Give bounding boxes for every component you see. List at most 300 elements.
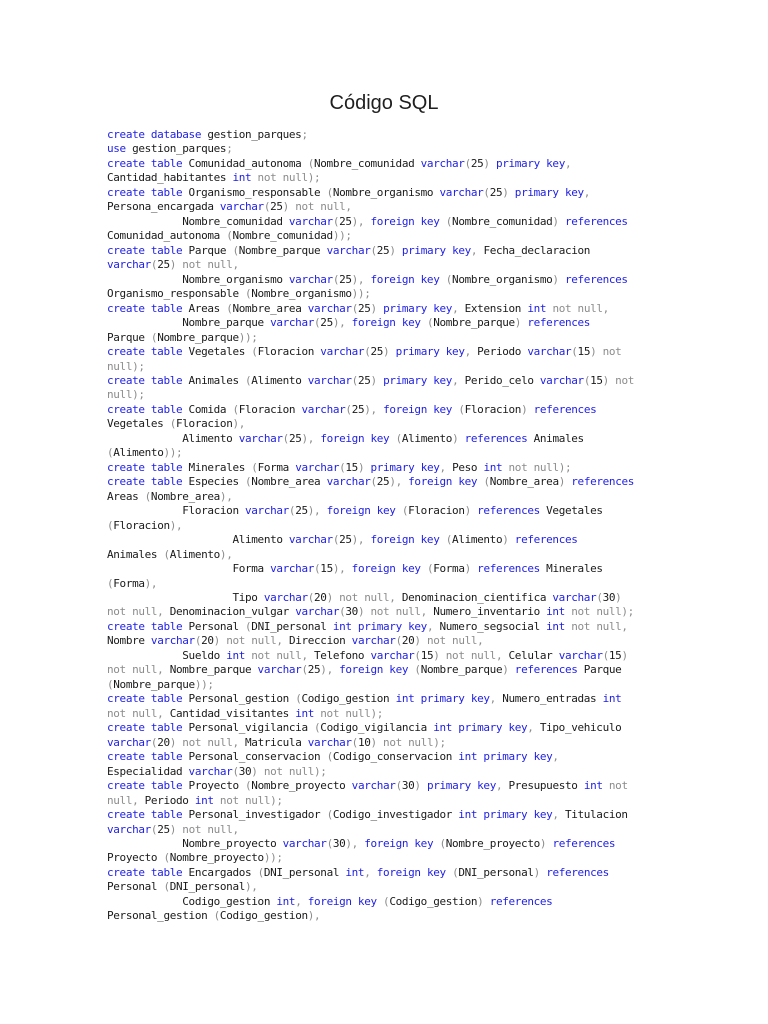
sql-punctuation: ( xyxy=(332,214,340,228)
sql-identifier: Encargados xyxy=(182,865,258,879)
sql-identifier: 20 xyxy=(157,735,170,749)
sql-identifier: Forma xyxy=(113,576,145,590)
sql-punctuation: ( xyxy=(332,272,340,286)
sql-punctuation: ( xyxy=(251,345,258,359)
sql-identifier: Vegetales xyxy=(107,417,170,431)
sql-identifier: Vegetales xyxy=(539,504,603,518)
sql-keyword: int primary key xyxy=(458,808,553,822)
code-line xyxy=(107,186,667,200)
sql-identifier: 15 xyxy=(577,345,591,359)
sql-identifier: Nombre_organismo xyxy=(251,287,352,301)
sql-identifier: DNI_personal xyxy=(251,619,333,633)
sql-punctuation: )); xyxy=(238,330,258,344)
code-line xyxy=(107,215,667,229)
sql-identifier: Floracion xyxy=(257,345,321,359)
sql-identifier: Nombre_area xyxy=(489,475,559,489)
sql-identifier: gestion_parques xyxy=(201,128,302,141)
sql-punctuation: ) xyxy=(502,533,509,547)
sql-keyword: varchar xyxy=(552,591,597,604)
sql-keyword: references xyxy=(533,402,597,416)
sql-keyword: create database xyxy=(107,128,202,141)
sql-punctuation: ), xyxy=(169,518,183,532)
sql-punctuation: ) not null, xyxy=(169,258,239,272)
sql-identifier: Celular xyxy=(502,648,559,662)
sql-identifier: 25 xyxy=(339,214,352,228)
sql-identifier: Nombre_area xyxy=(232,301,308,315)
sql-identifier: Denominacion_cientifica xyxy=(395,591,553,604)
sql-identifier: Especies xyxy=(182,475,246,489)
sql-punctuation: , xyxy=(583,185,591,199)
sql-punctuation: not null); xyxy=(564,605,634,619)
sql-punctuation: ) xyxy=(558,475,565,489)
sql-punctuation: ( xyxy=(414,663,421,677)
sql-identifier: Nombre_proyecto xyxy=(445,836,540,850)
sql-keyword: create table xyxy=(107,156,183,170)
sql-punctuation: ( xyxy=(251,460,258,474)
sql-punctuation: ( xyxy=(245,287,252,301)
sql-keyword: varchar xyxy=(527,345,572,359)
sql-punctuation: ( xyxy=(445,533,453,547)
sql-keyword: varchar xyxy=(270,562,315,576)
sql-identifier: 25 xyxy=(357,301,371,315)
sql-punctuation: not null, xyxy=(245,648,308,662)
sql-keyword: int xyxy=(345,865,365,879)
sql-identifier: Nombre_parque xyxy=(238,243,327,257)
sql-punctuation: ) xyxy=(552,214,559,228)
sql-keyword: create table xyxy=(107,692,183,706)
sql-identifier: 25 xyxy=(357,373,371,387)
sql-keyword: use xyxy=(107,142,126,156)
code-line xyxy=(107,707,667,721)
sql-punctuation: ( xyxy=(383,894,390,908)
sql-punctuation: , xyxy=(452,373,459,387)
sql-keyword: create table xyxy=(107,865,183,879)
sql-punctuation: ( xyxy=(245,373,252,387)
sql-identifier: Cantidad_visitantes xyxy=(163,706,296,720)
sql-keyword: create table xyxy=(107,373,183,387)
sql-keyword: primary key xyxy=(395,345,465,359)
sql-keyword: references xyxy=(477,504,540,518)
code-line xyxy=(107,823,667,837)
sql-punctuation: ) not null, xyxy=(282,200,352,214)
sql-punctuation: ) xyxy=(552,272,559,286)
sql-punctuation: ( xyxy=(370,243,377,257)
sql-code-block xyxy=(107,128,667,924)
sql-identifier: Organismo_responsable xyxy=(107,287,245,301)
sql-identifier: Periodo xyxy=(138,793,195,807)
sql-punctuation: ) xyxy=(370,373,377,387)
sql-keyword: references xyxy=(571,475,635,489)
sql-identifier: Proyecto xyxy=(107,851,164,865)
sql-punctuation: )); xyxy=(263,851,283,865)
sql-punctuation: ) not xyxy=(602,373,635,387)
sql-punctuation: ( xyxy=(163,851,170,865)
sql-identifier: Telefono xyxy=(307,648,371,662)
sql-identifier: gestion_parques xyxy=(125,142,227,156)
sql-punctuation: ), xyxy=(301,431,315,445)
sql-keyword: varchar xyxy=(150,634,195,648)
code-line xyxy=(107,678,667,692)
sql-identifier: Animales xyxy=(107,547,164,561)
sql-punctuation: ), xyxy=(245,880,258,894)
sql-punctuation: ( xyxy=(213,909,220,923)
code-line xyxy=(107,794,667,808)
sql-identifier: 30 xyxy=(602,591,616,604)
code-line xyxy=(107,736,667,750)
code-line xyxy=(107,273,667,287)
sql-identifier: Alimento xyxy=(401,431,453,445)
code-line xyxy=(107,388,667,402)
code-line xyxy=(107,721,667,735)
code-line xyxy=(107,548,667,562)
sql-punctuation: )); xyxy=(332,229,352,243)
sql-punctuation: ) not null); xyxy=(370,735,446,749)
sql-keyword: primary key xyxy=(383,301,453,315)
sql-identifier: Personal xyxy=(182,619,246,633)
code-line xyxy=(107,880,667,894)
sql-identifier: Nombre_comunidad xyxy=(452,214,553,228)
code-line xyxy=(107,765,667,779)
sql-identifier: Numero_segsocial xyxy=(433,619,547,633)
sql-keyword: varchar xyxy=(439,185,484,199)
sql-identifier: Numero_inventario xyxy=(426,605,547,619)
sql-punctuation: , xyxy=(527,721,534,735)
code-line xyxy=(107,374,667,388)
sql-identifier: DNI_personal xyxy=(458,865,534,879)
sql-punctuation: , xyxy=(364,865,371,879)
sql-identifier: Codigo_gestion xyxy=(107,894,277,908)
sql-keyword: varchar xyxy=(219,200,264,214)
sql-punctuation: ), xyxy=(351,272,365,286)
sql-identifier: 25 xyxy=(489,185,503,199)
sql-punctuation: ( xyxy=(345,402,352,416)
sql-punctuation: ) not xyxy=(590,345,622,359)
sql-identifier: Sueldo xyxy=(107,648,227,662)
sql-identifier: Minerales xyxy=(182,460,252,474)
sql-identifier: Floracion xyxy=(464,402,522,416)
sql-punctuation: , xyxy=(470,243,478,257)
sql-punctuation: not null); xyxy=(314,706,384,720)
sql-punctuation: ( xyxy=(282,431,289,445)
sql-identifier: DNI_personal xyxy=(263,865,346,879)
sql-identifier: 25 xyxy=(351,402,365,416)
sql-punctuation: ), xyxy=(307,909,321,923)
sql-punctuation: not null, xyxy=(107,663,164,677)
sql-punctuation: ) xyxy=(483,156,490,170)
sql-keyword: int xyxy=(527,301,547,315)
sql-punctuation: ( xyxy=(426,316,434,330)
sql-keyword: references xyxy=(552,836,616,850)
sql-punctuation: ( xyxy=(426,562,434,576)
sql-punctuation: , xyxy=(564,156,572,170)
code-line xyxy=(107,229,667,243)
code-line xyxy=(107,909,667,923)
code-line xyxy=(107,200,667,214)
sql-punctuation: ) xyxy=(621,648,628,662)
sql-keyword: primary key xyxy=(383,373,453,387)
code-line xyxy=(107,331,667,345)
sql-punctuation: ( xyxy=(107,518,114,532)
sql-keyword: references xyxy=(564,214,628,228)
sql-keyword: varchar xyxy=(188,764,233,778)
sql-punctuation: ( xyxy=(326,185,333,199)
sql-identifier: Animales xyxy=(527,431,584,445)
sql-keyword: int xyxy=(546,605,565,619)
sql-punctuation: ( xyxy=(583,373,591,387)
sql-punctuation: null); xyxy=(107,388,145,402)
sql-punctuation: ) xyxy=(502,663,509,677)
sql-punctuation: ( xyxy=(307,156,315,170)
sql-punctuation: ), xyxy=(389,475,402,489)
code-line xyxy=(107,663,667,677)
sql-identifier: Comida xyxy=(182,402,233,416)
sql-punctuation: ( xyxy=(107,446,114,460)
sql-punctuation: ( xyxy=(326,750,333,764)
sql-identifier: 25 xyxy=(270,200,283,214)
sql-identifier: 30 xyxy=(345,605,358,619)
sql-identifier: Nombre_organismo xyxy=(332,185,440,199)
sql-keyword: varchar xyxy=(295,605,340,619)
sql-identifier: Organismo_responsable xyxy=(182,185,327,199)
sql-identifier: Fecha_declaracion xyxy=(477,243,591,257)
code-line xyxy=(107,128,667,142)
sql-identifier: Comunidad_autonoma xyxy=(182,156,308,170)
sql-identifier: Alimento xyxy=(251,373,308,387)
sql-keyword: references xyxy=(477,562,540,576)
sql-identifier: Presupuesto xyxy=(502,779,584,793)
sql-punctuation: ) xyxy=(502,185,509,199)
sql-keyword: references xyxy=(527,316,591,330)
sql-punctuation: ( xyxy=(194,634,202,648)
sql-punctuation: ) xyxy=(477,894,484,908)
sql-punctuation: ), xyxy=(351,214,365,228)
sql-keyword: create table xyxy=(107,243,183,257)
sql-identifier: Tipo_vehiculo xyxy=(533,721,622,735)
sql-punctuation: , xyxy=(489,692,496,706)
sql-identifier: Nombre_organismo xyxy=(452,272,553,286)
sql-punctuation: ( xyxy=(232,243,239,257)
sql-punctuation: not null); xyxy=(251,171,321,185)
sql-punctuation: ( xyxy=(326,836,333,850)
sql-punctuation: ( xyxy=(245,475,252,489)
sql-keyword: varchar xyxy=(245,504,289,518)
sql-punctuation: ( xyxy=(163,547,170,561)
sql-identifier: Nombre_parque xyxy=(433,316,515,330)
sql-keyword: foreign key xyxy=(364,836,434,850)
code-line xyxy=(107,634,667,648)
code-line xyxy=(107,417,667,431)
sql-keyword: int xyxy=(583,779,603,793)
sql-punctuation: ( xyxy=(351,373,358,387)
sql-identifier: Extension xyxy=(458,301,528,315)
sql-identifier: 15 xyxy=(590,373,603,387)
sql-keyword: int xyxy=(276,894,296,908)
sql-keyword: foreign key xyxy=(370,272,440,286)
sql-identifier: 20 xyxy=(314,591,327,604)
sql-identifier: Nombre xyxy=(107,634,151,648)
sql-keyword: references xyxy=(514,533,578,547)
code-line xyxy=(107,851,667,865)
sql-keyword: varchar xyxy=(351,634,396,648)
sql-punctuation: ), xyxy=(219,547,233,561)
sql-punctuation: ) not null, xyxy=(326,591,396,604)
sql-identifier: Peso xyxy=(445,460,484,474)
sql-identifier: 25 xyxy=(320,316,333,330)
sql-punctuation: ( xyxy=(232,764,239,778)
sql-keyword: references xyxy=(514,663,578,677)
sql-punctuation: ( xyxy=(107,677,114,691)
sql-punctuation: ( xyxy=(483,185,490,199)
sql-keyword: varchar xyxy=(307,735,352,749)
sql-identifier: Tipo xyxy=(107,591,264,604)
sql-identifier: DNI_personal xyxy=(169,880,246,894)
sql-punctuation: ( xyxy=(288,504,296,518)
sql-identifier: Codigo_gestion xyxy=(389,894,478,908)
code-line xyxy=(107,692,667,706)
sql-identifier: Nombre_proyecto xyxy=(107,836,283,850)
code-line xyxy=(107,403,667,417)
sql-punctuation: ), xyxy=(332,316,346,330)
sql-identifier: 15 xyxy=(320,562,333,576)
code-line xyxy=(107,360,667,374)
sql-keyword: int xyxy=(602,692,622,706)
sql-punctuation: ( xyxy=(445,214,453,228)
sql-keyword: create table xyxy=(107,185,183,199)
sql-identifier: Areas xyxy=(182,301,227,315)
code-line xyxy=(107,258,667,272)
sql-punctuation: ), xyxy=(144,576,158,590)
code-line xyxy=(107,287,667,301)
sql-keyword: create table xyxy=(107,301,183,315)
sql-keyword: varchar xyxy=(107,258,151,272)
sql-punctuation: ( xyxy=(245,779,252,793)
sql-identifier: 20 xyxy=(401,634,415,648)
sql-punctuation: not null, xyxy=(546,301,609,315)
sql-punctuation: , xyxy=(552,750,559,764)
sql-keyword: varchar xyxy=(288,214,333,228)
sql-identifier: Nombre_parque xyxy=(163,663,258,677)
sql-keyword: foreign key xyxy=(320,431,390,445)
sql-identifier: Alimento xyxy=(169,547,220,561)
code-line xyxy=(107,432,667,446)
sql-punctuation: ( xyxy=(232,402,239,416)
sql-punctuation: ) not null, xyxy=(169,735,239,749)
sql-identifier: Codigo_investigador xyxy=(332,808,459,822)
sql-keyword: foreign key xyxy=(326,504,396,518)
sql-keyword: foreign key xyxy=(351,562,421,576)
sql-keyword: primary key xyxy=(495,156,565,170)
code-line xyxy=(107,808,667,822)
sql-punctuation: not null, xyxy=(107,706,164,720)
sql-keyword: foreign key xyxy=(339,663,409,677)
sql-punctuation: ) not null, xyxy=(357,605,427,619)
sql-keyword: int xyxy=(194,793,214,807)
sql-punctuation: null, xyxy=(107,793,139,807)
sql-punctuation: )); xyxy=(163,446,183,460)
sql-identifier: Nombre_comunidad xyxy=(232,229,333,243)
sql-keyword: int xyxy=(295,706,315,720)
sql-identifier: Floracion xyxy=(176,417,233,431)
sql-punctuation: ) xyxy=(464,504,471,518)
sql-punctuation: ( xyxy=(401,504,409,518)
sql-punctuation: ) xyxy=(521,402,528,416)
sql-identifier: 25 xyxy=(470,156,484,170)
code-line xyxy=(107,779,667,793)
sql-keyword: references xyxy=(564,272,628,286)
sql-punctuation: ( xyxy=(314,562,321,576)
sql-keyword: int primary key xyxy=(332,619,427,633)
sql-keyword: varchar xyxy=(558,648,603,662)
sql-punctuation: , xyxy=(464,345,471,359)
code-line xyxy=(107,605,667,619)
sql-identifier: Cantidad_habitantes xyxy=(107,171,233,185)
sql-punctuation: ( xyxy=(314,316,321,330)
sql-keyword: foreign key xyxy=(370,533,440,547)
sql-identifier: Alimento xyxy=(107,533,289,547)
sql-identifier: Perido_celo xyxy=(458,373,540,387)
sql-keyword: foreign key xyxy=(383,402,453,416)
sql-keyword: create table xyxy=(107,750,183,764)
code-line xyxy=(107,533,667,547)
sql-keyword: varchar xyxy=(351,779,396,793)
sql-punctuation: , xyxy=(452,301,459,315)
code-line xyxy=(107,837,667,851)
sql-punctuation: )); xyxy=(351,287,371,301)
sql-identifier: Persona_encargada xyxy=(107,200,220,214)
sql-keyword: int xyxy=(226,648,246,662)
sql-identifier: Animales xyxy=(182,373,246,387)
sql-punctuation: ) xyxy=(414,779,421,793)
sql-punctuation: ) xyxy=(370,301,377,315)
code-line xyxy=(107,620,667,634)
sql-punctuation: ), xyxy=(320,663,333,677)
sql-identifier: Nombre_parque xyxy=(113,677,195,691)
sql-punctuation: ( xyxy=(458,402,465,416)
sql-identifier: Personal_gestion xyxy=(182,692,296,706)
sql-identifier: 30 xyxy=(332,836,346,850)
sql-identifier: Parque xyxy=(577,663,622,677)
sql-identifier: Alimento xyxy=(452,533,503,547)
sql-punctuation: ( xyxy=(326,808,333,822)
sql-punctuation: ( xyxy=(339,605,346,619)
code-line xyxy=(107,562,667,576)
sql-keyword: foreign key xyxy=(370,214,440,228)
sql-identifier: Parque xyxy=(182,243,233,257)
sql-punctuation: ( xyxy=(245,619,252,633)
code-line xyxy=(107,244,667,258)
sql-keyword: create table xyxy=(107,460,183,474)
sql-punctuation: ( xyxy=(339,460,346,474)
sql-punctuation: ( xyxy=(395,431,402,445)
sql-punctuation: not null); xyxy=(213,793,283,807)
sql-identifier: 25 xyxy=(376,243,390,257)
sql-punctuation: not xyxy=(602,779,628,793)
sql-punctuation: ), xyxy=(351,533,365,547)
sql-identifier: Comunidad_autonoma xyxy=(107,229,227,243)
sql-punctuation: ) xyxy=(383,345,390,359)
sql-identifier: Nombre_proyecto xyxy=(169,851,264,865)
sql-keyword: create table xyxy=(107,721,183,735)
sql-keyword: foreign key xyxy=(376,865,446,879)
sql-keyword: references xyxy=(489,894,553,908)
sql-identifier: 15 xyxy=(420,648,434,662)
sql-keyword: varchar xyxy=(288,533,333,547)
sql-punctuation: ( xyxy=(169,417,177,431)
sql-identifier: Forma xyxy=(257,460,296,474)
sql-identifier: Alimento xyxy=(107,431,239,445)
code-line xyxy=(107,171,667,185)
sql-punctuation: ( xyxy=(364,345,371,359)
